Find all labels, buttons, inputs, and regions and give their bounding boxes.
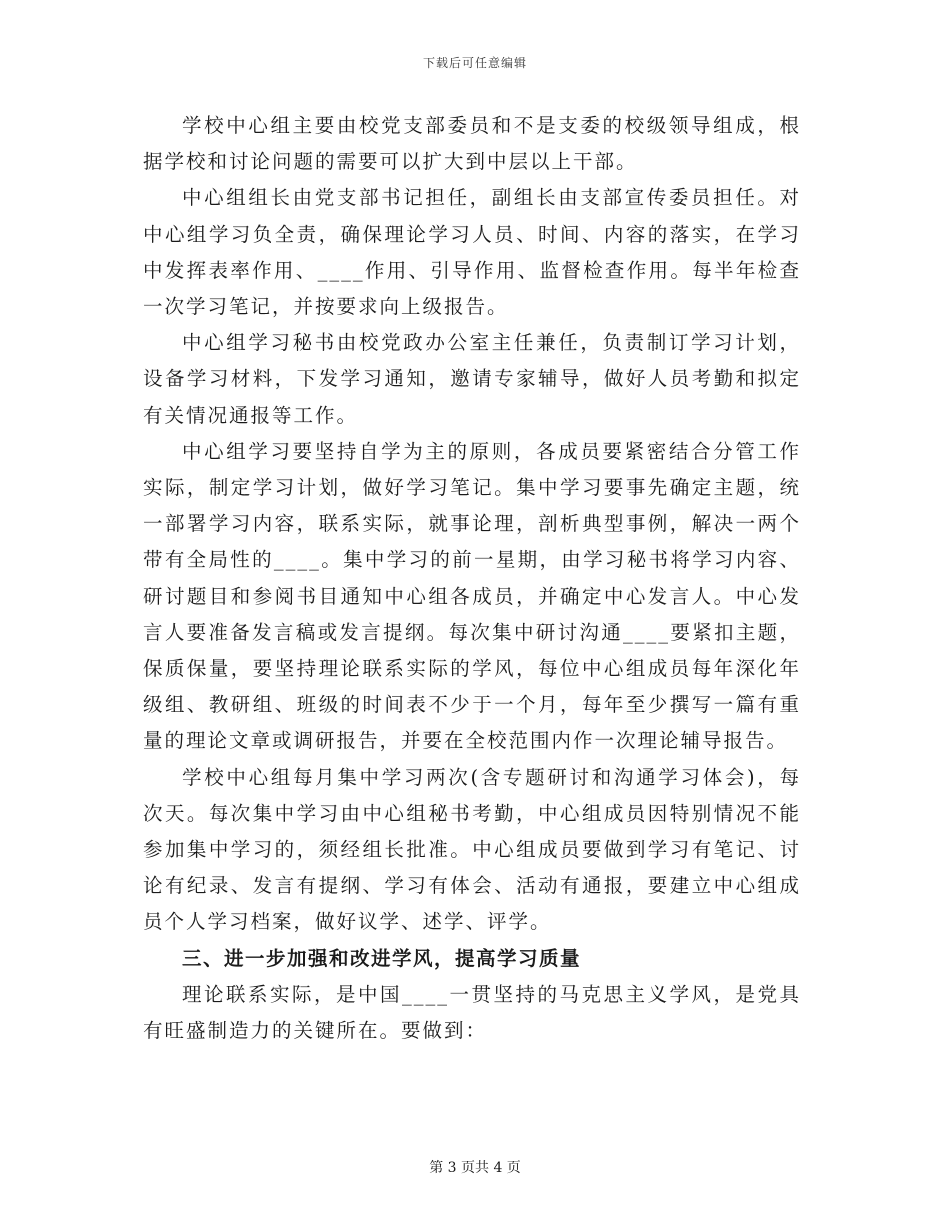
paragraph-study-style: 理论联系实际，是中国____一贯坚持的马克思主义学风，是党具有旺盛制造力的关键所在。要做到：: [143, 982, 801, 1043]
paragraph-group-leader: 中心组组长由党支部书记担任，副组长由支部宣传委员担任。对中心组学习负全责，确保理论学习人员、时间、内容的落实，在学习中发挥表率作用、____作用、引导作用、监督检查作用。每半年检查一次学习笔记，并按要求向上级报告。: [143, 186, 801, 319]
document-body: [143, 108, 801, 1049]
page-footer: 第 3 页共 4 页: [429, 1160, 521, 1176]
section-heading: 三、进一步加强和改进学风，提高学习质量: [182, 946, 582, 970]
page-header: 下载后可任意编辑: [422, 56, 527, 70]
paragraph-study-schedule: 学校中心组每月集中学习两次(含专题研讨和沟通学习体会)，每次天。每次集中学习由中心组秘书考勤，中心组成员因特别情况不能参加集中学习的，须经组长批准。中心组成员要做到学习有笔记、讨论有纪录、发言有提纲、学习有体会、活动有通报，要建立中心组成员个人学习档案，做好议学、述学、评学。: [143, 765, 801, 934]
paragraph-study-secretary: 中心组学习秘书由校党政办公室主任兼任，负责制订学习计划，设备学习材料，下发学习通知，邀请专家辅导，做好人员考勤和拟定有关情况通报等工作。: [143, 331, 801, 427]
paragraph-study-principles: 中心组学习要坚持自学为主的原则，各成员要紧密结合分管工作实际，制定学习计划，做好学习笔记。集中学习要事先确定主题，统一部署学习内容，联系实际，就事论理，剖析典型事例，解决一两个带有全局性的____。集中学习的前一星期，由学习秘书将学习内容、研讨题目和参阅书目通知中心组各成员，并确定中心发言人。中心发言人要准备发言稿或发言提纲。每次集中研讨沟通____要紧扣主题，保质保量，要坚持理论联系实际的学风，每位中心组成员每年深化年级组、教研组、班级的时间表不少于一个月，每年至少撰写一篇有重量的理论文章或调研报告，并要在全校范围内作一次理论辅导报告。: [143, 439, 801, 753]
paragraph-group-composition: 学校中心组主要由校党支部委员和不是支委的校级领导组成，根据学校和讨论问题的需要可以扩大到中层以上干部。: [143, 114, 801, 174]
